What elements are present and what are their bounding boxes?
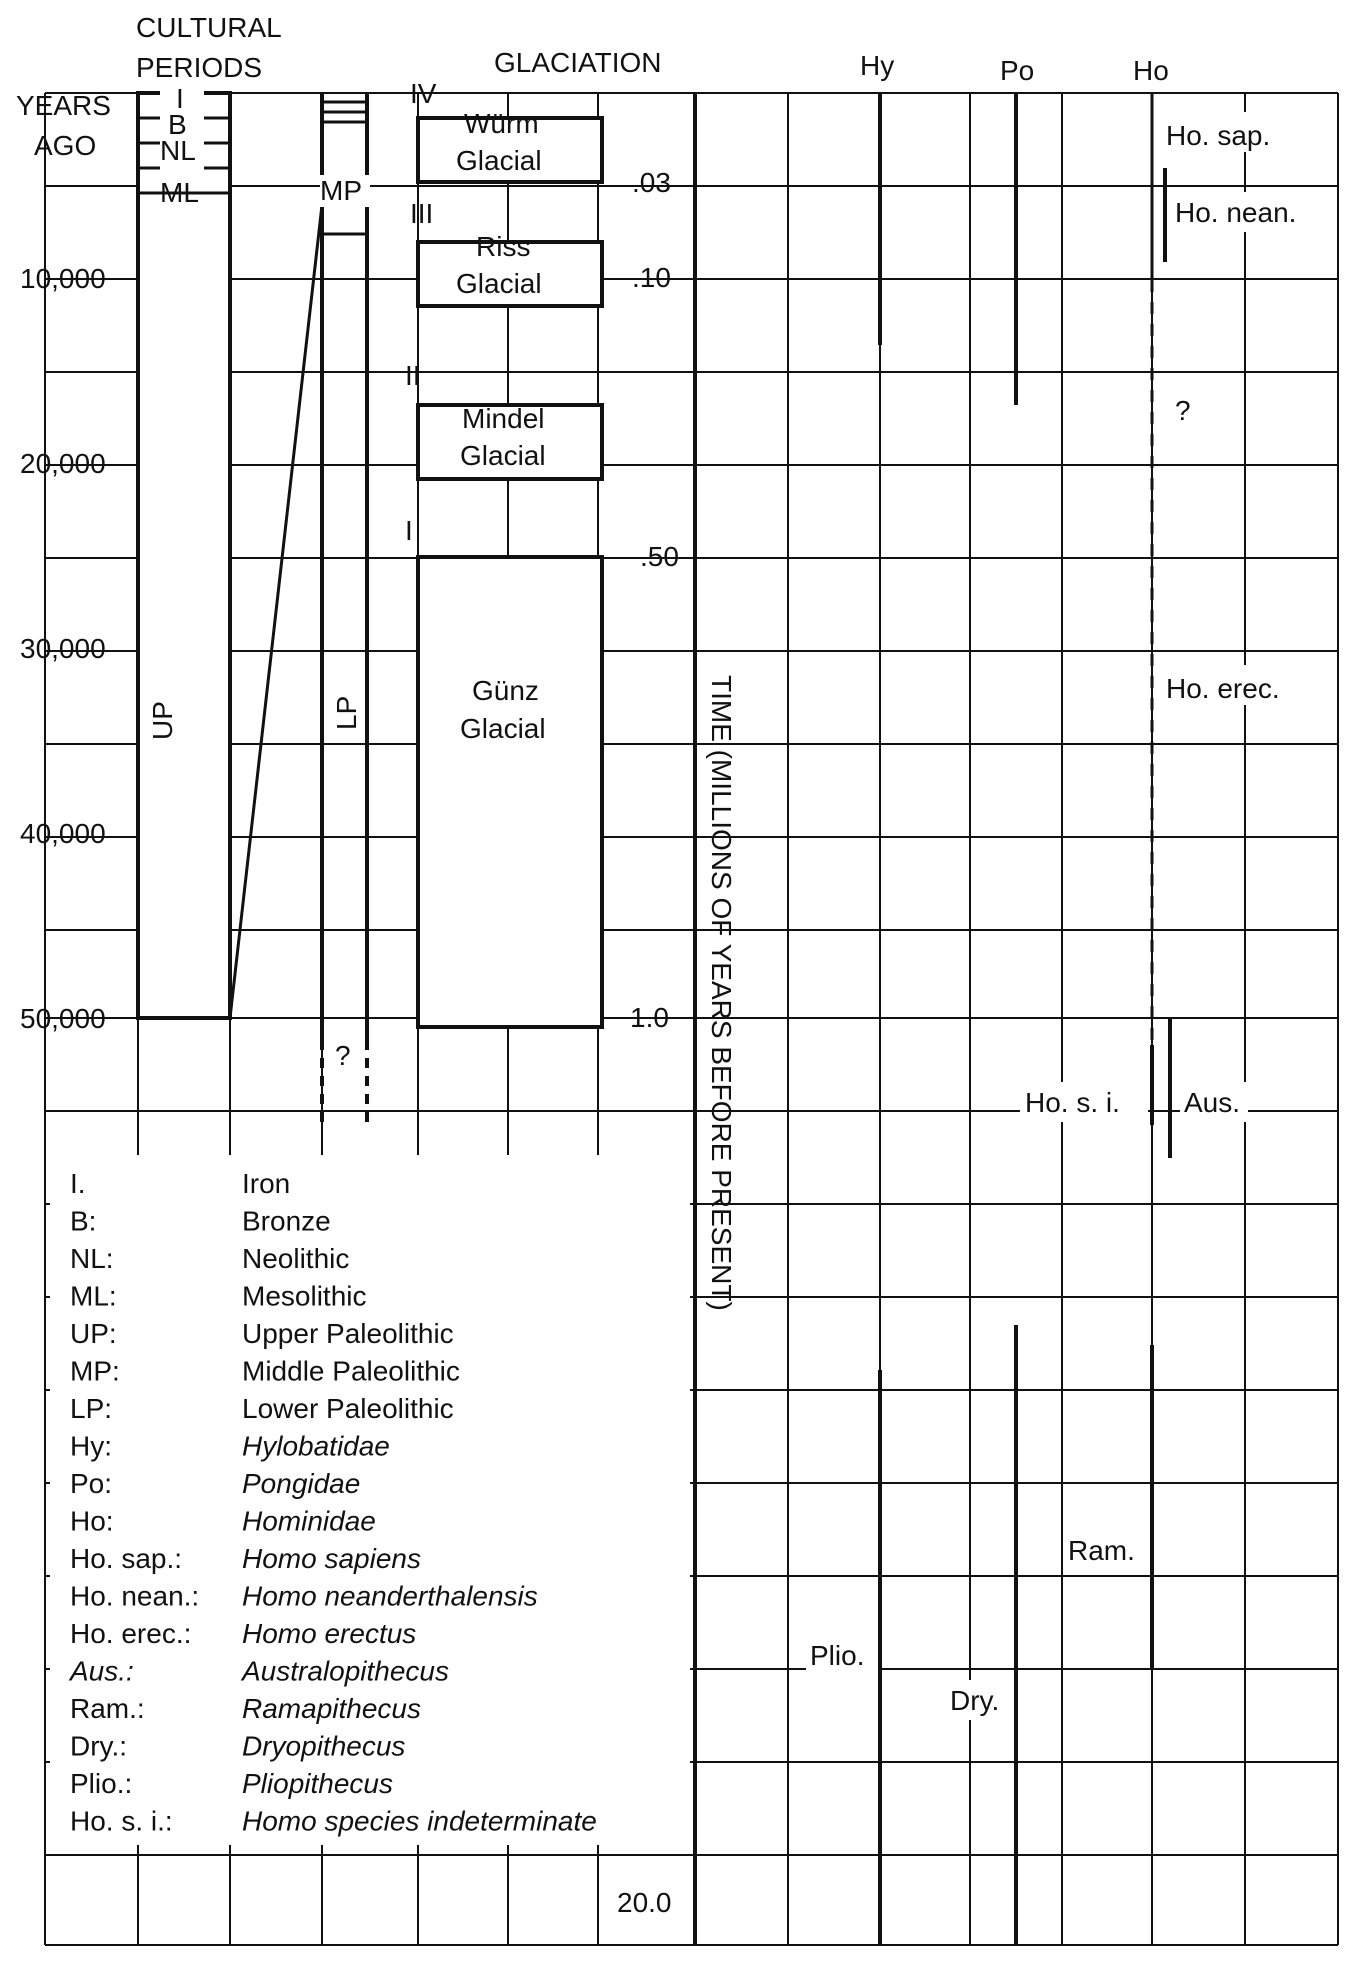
mindel-label-line2: Glacial bbox=[460, 440, 546, 471]
gunz-glacial-box bbox=[418, 557, 602, 1027]
legend-abbr: Ho. s. i.: bbox=[70, 1805, 173, 1837]
legend-name: Pongidae bbox=[242, 1468, 361, 1499]
years-tick-label: 40,000 bbox=[20, 818, 106, 849]
taxon-ho-question: ? bbox=[1175, 395, 1191, 426]
legend-name: Homo erectus bbox=[242, 1618, 417, 1649]
glaciation-roman-iii: III bbox=[410, 198, 434, 229]
legend-abbr: MP: bbox=[70, 1355, 120, 1387]
mp-up-boundary-line bbox=[230, 205, 322, 1018]
taxon-ho-sap: Ho. sap. bbox=[1166, 120, 1271, 151]
legend-name: Homo sapiens bbox=[242, 1543, 421, 1574]
years-axis bbox=[20, 263, 106, 1034]
legend-abbr: Ho: bbox=[70, 1505, 114, 1537]
years-tick-label: 30,000 bbox=[20, 633, 106, 664]
legend-abbr: NL: bbox=[70, 1243, 114, 1274]
legend-name: Ramapithecus bbox=[242, 1693, 421, 1724]
legend-name: Australopithecus bbox=[242, 1655, 450, 1687]
gunz-label-line2: Glacial bbox=[460, 713, 546, 744]
legend-name: Lower Paleolithic bbox=[242, 1393, 454, 1424]
period-label-mp: MP bbox=[320, 175, 362, 206]
legend-name: Homo neanderthalensis bbox=[242, 1580, 538, 1612]
taxon-ho-erec: Ho. erec. bbox=[1166, 673, 1280, 704]
years-ago-label-line1: YEARS bbox=[16, 90, 111, 121]
wurm-label-line1: Würm bbox=[464, 108, 539, 139]
glaciation-roman-iv: IV bbox=[410, 78, 437, 109]
legend bbox=[50, 1155, 690, 1845]
glaciation-roman-i: I bbox=[405, 515, 413, 546]
legend-name: Iron bbox=[242, 1168, 291, 1199]
period-label-nl: NL bbox=[160, 135, 196, 166]
period-label-up: UP bbox=[147, 701, 178, 740]
time-tick-label: .03 bbox=[632, 167, 671, 198]
legend-abbr: Dry.: bbox=[70, 1730, 128, 1762]
legend-abbr: LP: bbox=[70, 1393, 113, 1424]
wurm-label-line2: Glacial bbox=[456, 145, 542, 176]
years-tick-label: 20,000 bbox=[20, 448, 106, 479]
taxon-ho-s-i: Ho. s. i. bbox=[1025, 1087, 1120, 1118]
lp-question-mark: ? bbox=[335, 1040, 351, 1071]
legend-abbr: I. bbox=[70, 1168, 86, 1199]
time-tick-label: .50 bbox=[640, 541, 679, 572]
riss-label-line2: Glacial bbox=[456, 268, 542, 299]
legend-abbr: UP: bbox=[70, 1318, 117, 1349]
period-label-i: I bbox=[176, 83, 184, 114]
period-label-lp: LP bbox=[331, 695, 362, 730]
legend-name: Upper Paleolithic bbox=[242, 1318, 454, 1349]
cultural-periods-panel bbox=[138, 93, 367, 1125]
glaciation-roman-ii: II bbox=[405, 360, 421, 391]
legend-name: Mesolithic bbox=[242, 1280, 367, 1312]
ho-header: Ho bbox=[1133, 55, 1169, 86]
years-ago-label-line2: AGO bbox=[34, 130, 97, 161]
riss-label-line1: Riss bbox=[476, 231, 531, 262]
time-tick-label: 20.0 bbox=[617, 1887, 672, 1918]
period-label-b: B bbox=[168, 109, 187, 140]
legend-abbr: Ho. sap.: bbox=[70, 1543, 183, 1574]
legend-abbr: Plio.: bbox=[70, 1768, 133, 1799]
legend-abbr: Ho. erec.: bbox=[70, 1618, 192, 1649]
legend-name: Dryopithecus bbox=[242, 1730, 406, 1762]
legend-name: Pliopithecus bbox=[242, 1768, 393, 1799]
legend-name: Hylobatidae bbox=[242, 1430, 390, 1462]
taxon-plio: Plio. bbox=[810, 1640, 865, 1671]
taxon-aus: Aus. bbox=[1184, 1087, 1241, 1118]
legend-name: Neolithic bbox=[242, 1243, 350, 1274]
legend-abbr: Po: bbox=[70, 1468, 113, 1499]
years-tick-label: 10,000 bbox=[20, 263, 106, 294]
up-period-block bbox=[138, 93, 230, 1018]
mindel-label-line1: Mindel bbox=[462, 403, 545, 434]
legend-name: Bronze bbox=[242, 1205, 331, 1237]
legend-abbr: Ho. nean.: bbox=[70, 1580, 200, 1612]
time-tick-label: 1.0 bbox=[630, 1002, 669, 1033]
legend-name: Hominidae bbox=[242, 1505, 376, 1537]
time-axis-title: TIME (MILLIONS OF YEARS BEFORE PRESENT) bbox=[706, 675, 737, 1311]
period-label-ml: ML bbox=[160, 177, 199, 208]
legend-name: Middle Paleolithic bbox=[242, 1355, 460, 1387]
legend-name: Homo species indeterminate bbox=[242, 1805, 597, 1837]
glaciation-header: GLACIATION bbox=[494, 47, 662, 78]
legend-abbr: Aus.: bbox=[70, 1655, 134, 1687]
legend-abbr: Ram.: bbox=[70, 1693, 145, 1724]
taxon-ram: Ram. bbox=[1068, 1535, 1135, 1566]
legend-abbr: ML: bbox=[70, 1280, 117, 1312]
hy-header: Hy bbox=[860, 50, 895, 81]
legend-abbr: B: bbox=[70, 1205, 97, 1237]
taxon-ho-nean: Ho. nean. bbox=[1175, 197, 1297, 228]
cultural-periods-header-line2: PERIODS bbox=[136, 52, 263, 83]
taxon-dry: Dry. bbox=[950, 1685, 1000, 1716]
time-tick-label: .10 bbox=[632, 262, 671, 293]
cultural-periods-header-line1: CULTURAL bbox=[136, 12, 282, 43]
po-header: Po bbox=[1000, 55, 1035, 86]
years-tick-label: 50,000 bbox=[20, 1003, 106, 1034]
gunz-label-line1: Günz bbox=[472, 675, 539, 706]
legend-abbr: Hy: bbox=[70, 1430, 112, 1462]
taxa-labels bbox=[806, 112, 1324, 1720]
